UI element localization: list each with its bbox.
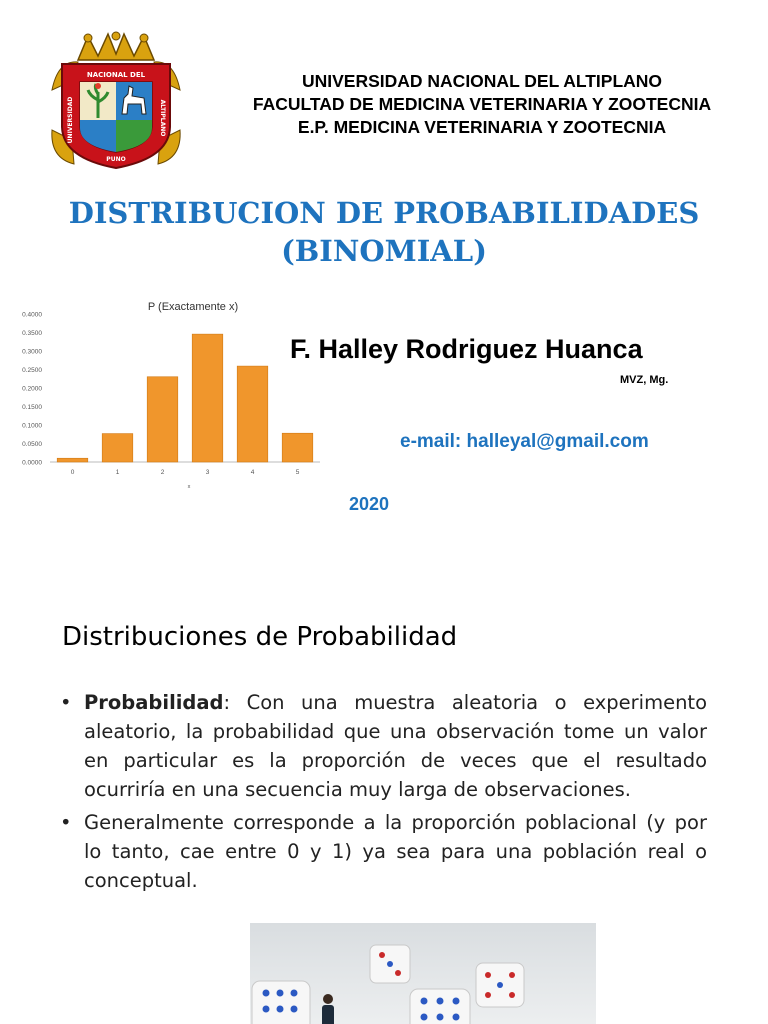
x-tick-label: 4 [250,469,255,476]
y-tick-label: 0.1000 [22,422,42,430]
bullet-item [60,688,707,804]
bullet-item [60,808,707,895]
die-3 [252,981,310,1024]
x-tick-label: 1 [115,469,120,476]
die-2 [476,963,524,1007]
x-tick-label: 3 [205,469,210,476]
die-4 [410,989,470,1024]
chart-title: P (Exactamente x) [147,301,239,313]
y-tick-label: 0.0500 [22,441,42,448]
chart-bar [192,334,223,462]
x-tick-label: 0 [70,469,75,476]
title-line-1: DISTRIBUCION DE PROBABILIDADES [68,196,700,230]
x-axis-label: x [187,484,191,490]
institution-header [200,70,764,139]
bullet-text: Generalmente corresponde a la proporción poblacional (y por lo tanto, cae entre 0 y 1) ya sea para una población real o conceptual. [84,811,707,892]
author-degree: MVZ, Mg. [620,374,669,386]
bullet-dot: • [60,811,72,834]
y-tick-label: 0.2500 [22,367,42,374]
crest-text-top: NACIONAL DEL [86,71,146,79]
university-crest-logo [48,30,184,170]
dice-photo [250,923,596,1024]
title-line-2: (BINOMIAL) [281,234,487,268]
binomial-bar-chart [8,296,328,496]
chart-bar [282,433,313,462]
bullet-bold-term: Probabilidad [84,691,224,714]
bullet-dot: • [60,691,72,714]
die-1 [370,945,410,983]
author-name: F. Halley Rodriguez Huanca [290,334,643,364]
chart-bar [57,458,88,462]
y-tick-label: 0.4000 [22,311,42,319]
bullet-list [60,688,707,899]
author-email: e-mail: halleyal@gmail.com [400,431,649,452]
presentation-title [30,194,738,270]
y-tick-label: 0.0000 [22,459,42,467]
y-tick-label: 0.3500 [22,330,42,337]
crest-text-bottom: PUNO [106,156,126,163]
y-tick-label: 0.3000 [22,348,42,356]
chart-bar [237,366,268,462]
institution-line-school: E.P. MEDICINA VETERINARIA Y ZOOTECNIA [297,117,667,137]
chart-bar [102,434,133,462]
crest-text-right: ALTIPLANO [159,99,166,137]
y-tick-label: 0.2000 [22,385,42,393]
institution-line-university: UNIVERSIDAD NACIONAL DEL ALTIPLANO [301,71,663,91]
crest-text-left: UNIVERSIDAD [67,96,74,144]
chart-bar [147,377,178,462]
x-tick-label: 5 [295,469,300,476]
institution-line-faculty: FACULTAD DE MEDICINA VETERINARIA Y ZOOTECNIA [252,94,712,114]
figurine-person [322,994,334,1024]
slide-2 [0,596,768,1024]
slide-2-title: Distribuciones de Probabilidad [62,622,458,652]
bullet-text: : Con una muestra aleatoria o experimento aleatorio, la probabilidad que una observación tome un valor en particular es la proporción de veces que el resultado ocurriría en una secuencia muy larga de observaciones. [84,691,707,801]
presentation-year: 2020 [349,494,390,514]
x-tick-label: 2 [160,469,165,476]
y-tick-label: 0.1500 [22,404,42,411]
